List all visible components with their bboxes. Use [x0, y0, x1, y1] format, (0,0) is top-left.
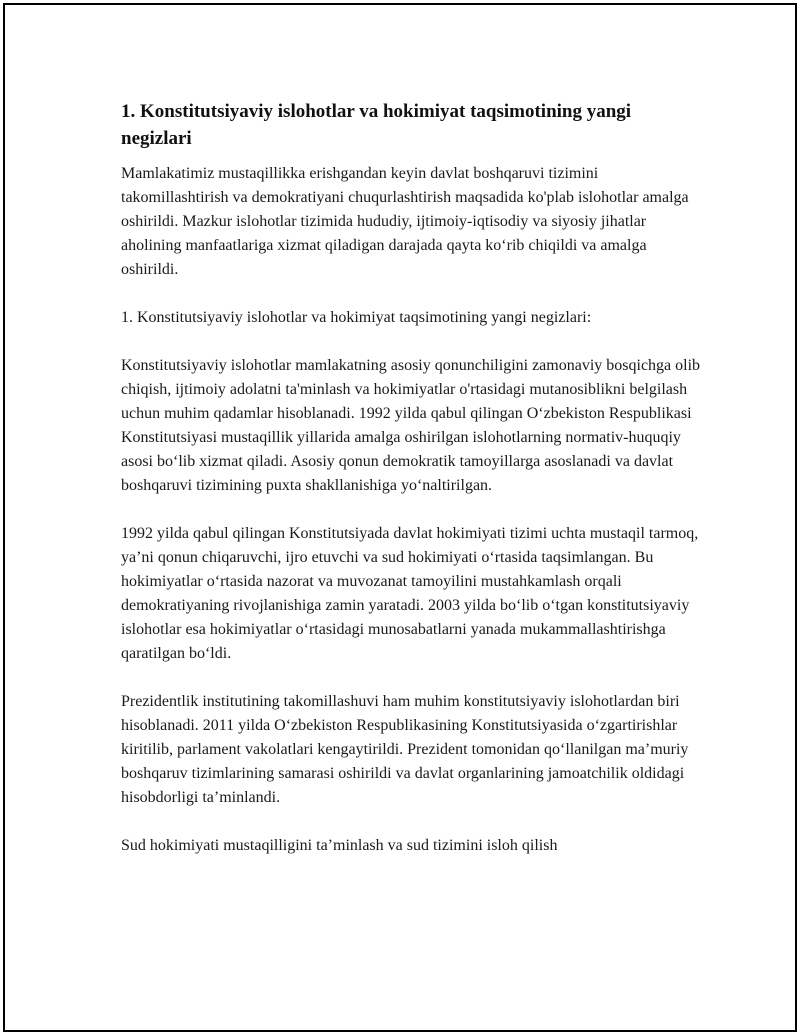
page-frame [3, 3, 797, 1032]
paragraph-intro: Mamlakatimiz mustaqillikka erishgandan keyin davlat boshqaruvi tizimini takomillashtirish va demokratiyani chuqurlashtirish maqsadida ko'plab islohotlar amalga oshirildi. Mazkur islohotlar tizimida hududiy, ijtimoiy-iqtisodiy va siyosiy jihatlar aholining manfaatlariga xizmat qiladigan darajada qayta koʻrib chiqildi va amalga oshirildi. [121, 165, 689, 278]
paragraph-separation-of-powers: 1992 yilda qabul qilingan Konstitutsiyada davlat hokimiyati tizimi uchta mustaqil tarmoq, yaʼni qonun chiqaruvchi, ijro etuvchi va sud hokimiyati oʻrtasida taqsimlangan. Bu hokimiyatlar oʻrtasida nazorat va muvozanat tamoyilini mustahkamlash orqali demokratiyaning rivojlanishiga zamin yaratadi. 2003 yilda boʻlib oʻtgan konstitutsiyaviy islohotlar esa hokimiyatlar oʻrtasidagi munosabatlarni yanada mukammallashtirishga qaratilgan boʻldi. [121, 525, 699, 662]
document-title: 1. Konstitutsiyaviy islohotlar va hokimiyat taqsimotining yangi negizlari [121, 101, 632, 149]
paragraph-presidential-institution: Prezidentlik institutining takomillashuvi ham muhim konstitutsiyaviy islohotlardan biri hisoblanadi. 2011 yilda Oʻzbekiston Respublikasining Konstitutsiyasida oʻzgartirishlar kiritilib, parlament vakolatlari kengaytirildi. Prezident tomonidan qoʻllanilgan maʼmuriy boshqaruv tizimlarining samarasi oshirildi va davlat organlarining jamoatchilik oldidagi hisobdorligi taʼminlandi. [121, 693, 689, 806]
paragraph-constitutional-reforms: Konstitutsiyaviy islohotlar mamlakatning asosiy qonunchiligini zamonaviy bosqichga olib chiqish, ijtimoiy adolatni ta'minlash va hokimiyatlar o'rtasidagi mutanosiblikni belgilash uchun muhim qadamlar hisoblanadi. 1992 yilda qabul qilingan Oʻzbekiston Respublikasi Konstitutsiyasi mustaqillik yillarida amalga oshirilgan islohotlarning normativ-huquqiy asosi boʻlib xizmat qiladi. Asosiy qonun demokratik tamoyillarga asoslanadi va davlat boshqaruvi tizimining puxta shakllanishiga yoʻnaltirilgan. [121, 357, 701, 494]
document-body [121, 98, 701, 882]
paragraph-section-heading: 1. Konstitutsiyaviy islohotlar va hokimiyat taqsimotining yangi negizlari: [121, 309, 592, 326]
paragraph-judicial-independence: Sud hokimiyati mustaqilligini taʼminlash va sud tizimini isloh qilish [121, 837, 558, 854]
